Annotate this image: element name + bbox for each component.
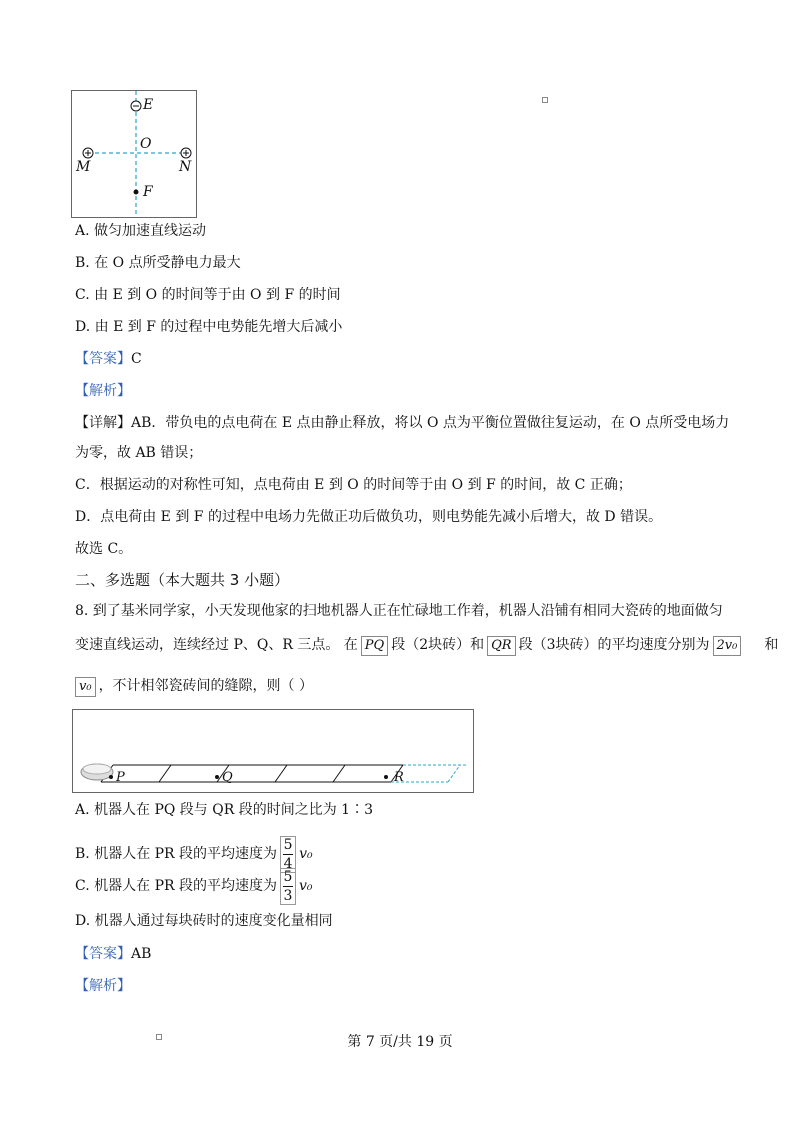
q7-analysis-tag: 【解析】 <box>75 383 131 399</box>
q8-line-2b: 段（2块砖）和 <box>391 637 485 653</box>
q8-line-1: 8. 到了基米同学家，小天发现他家的扫地机器人正在忙碌地工作着，机器人沿铺有相同大瓷砖的地面做匀 <box>75 603 723 619</box>
box-QR: QR <box>487 636 515 656</box>
answer-value: C <box>131 351 142 367</box>
q8-line-2a: 变速直线运动，连续经过 P、Q、R 三点。 在 <box>75 637 358 653</box>
q8-option-c-text: C. 机器人在 PR 段的平均速度为 <box>75 878 277 894</box>
section-title: 二、多选题（本大题共 3 小题） <box>75 571 290 589</box>
tiles-diagram <box>73 710 473 792</box>
label-N: N <box>179 159 192 175</box>
frac-num: 5 <box>283 868 293 885</box>
v0-label: v₀ <box>298 878 313 894</box>
marker-square <box>542 97 548 103</box>
figure-charges <box>71 90 197 218</box>
detail-tag: 【详解】 <box>75 415 131 431</box>
q7-option-a: A. 做匀加速直线运动 <box>75 223 207 239</box>
q7-detail-1 <box>75 413 729 433</box>
detail-text-1: AB．带负电的点电荷在 E 点由静止释放，将以 O 点为平衡位置做往复运动，在 O 点所受电场力 <box>131 415 730 431</box>
label-E: E <box>143 97 154 113</box>
q8-option-b-text: B. 机器人在 PR 段的平均速度为 <box>75 846 278 862</box>
q8-option-a: A. 机器人在 PQ 段与 QR 段的时间之比为 1∶3 <box>75 802 373 818</box>
q7-option-d: D. 由 E 到 F 的过程中电势能先增大后减小 <box>75 319 343 335</box>
q8-line-3-text: ，不计相邻瓷砖间的缝隙，则（ ） <box>98 678 314 694</box>
q7-answer <box>75 349 142 369</box>
page-footer: 第 7 页/共 19 页 <box>347 1034 453 1050</box>
q8-line-2c: 段（3块砖）的平均速度分别为 <box>518 637 710 653</box>
q7-option-c: C. 由 E 到 O 的时间等于由 O 到 F 的时间 <box>75 287 341 303</box>
q7-detail-2: 为零，故 AB 错误； <box>75 445 203 461</box>
q7-detail-3: C．根据运动的对称性可知，点电荷由 E 到 O 的时间等于由 O 到 F 的时间，故 C 正确； <box>75 477 632 493</box>
q8-answer <box>75 944 151 964</box>
box-2v0: 2v₀ <box>713 636 742 656</box>
label-R: R <box>394 770 404 785</box>
q8-line-3 <box>72 676 313 697</box>
label-M: M <box>76 159 91 175</box>
box-v0: v₀ <box>75 677 96 697</box>
figure-tiles <box>72 709 474 793</box>
label-Q: Q <box>222 770 233 785</box>
q8-line-2d: 和 <box>764 637 779 653</box>
frac-den: 4 <box>283 855 293 872</box>
label-F: F <box>143 184 153 200</box>
answer-tag: 【答案】 <box>75 351 131 367</box>
frac-num: 5 <box>283 836 293 853</box>
charges-diagram <box>72 91 196 217</box>
q8-line-2 <box>75 635 778 656</box>
q8-option-c <box>75 866 313 906</box>
frac-den: 3 <box>283 887 293 904</box>
label-O: O <box>140 136 152 152</box>
answer-value: AB <box>131 946 152 962</box>
q8-option-d: D. 机器人通过每块砖时的速度变化量相同 <box>75 913 333 929</box>
q8-analysis-tag: 【解析】 <box>75 978 131 994</box>
v0-label: v₀ <box>299 846 313 862</box>
fraction-5-3 <box>280 868 296 905</box>
box-PQ: PQ <box>361 636 388 656</box>
q7-conclusion: 故选 C。 <box>75 541 133 557</box>
q7-detail-4: D．点电荷由 E 到 F 的过程中电场力先做正功后做负功，则电势能先减小后增大，故 D 错误。 <box>75 509 663 525</box>
answer-tag: 【答案】 <box>75 946 131 962</box>
label-P: P <box>116 770 125 785</box>
q7-option-b: B. 在 O 点所受静电力最大 <box>75 255 241 271</box>
